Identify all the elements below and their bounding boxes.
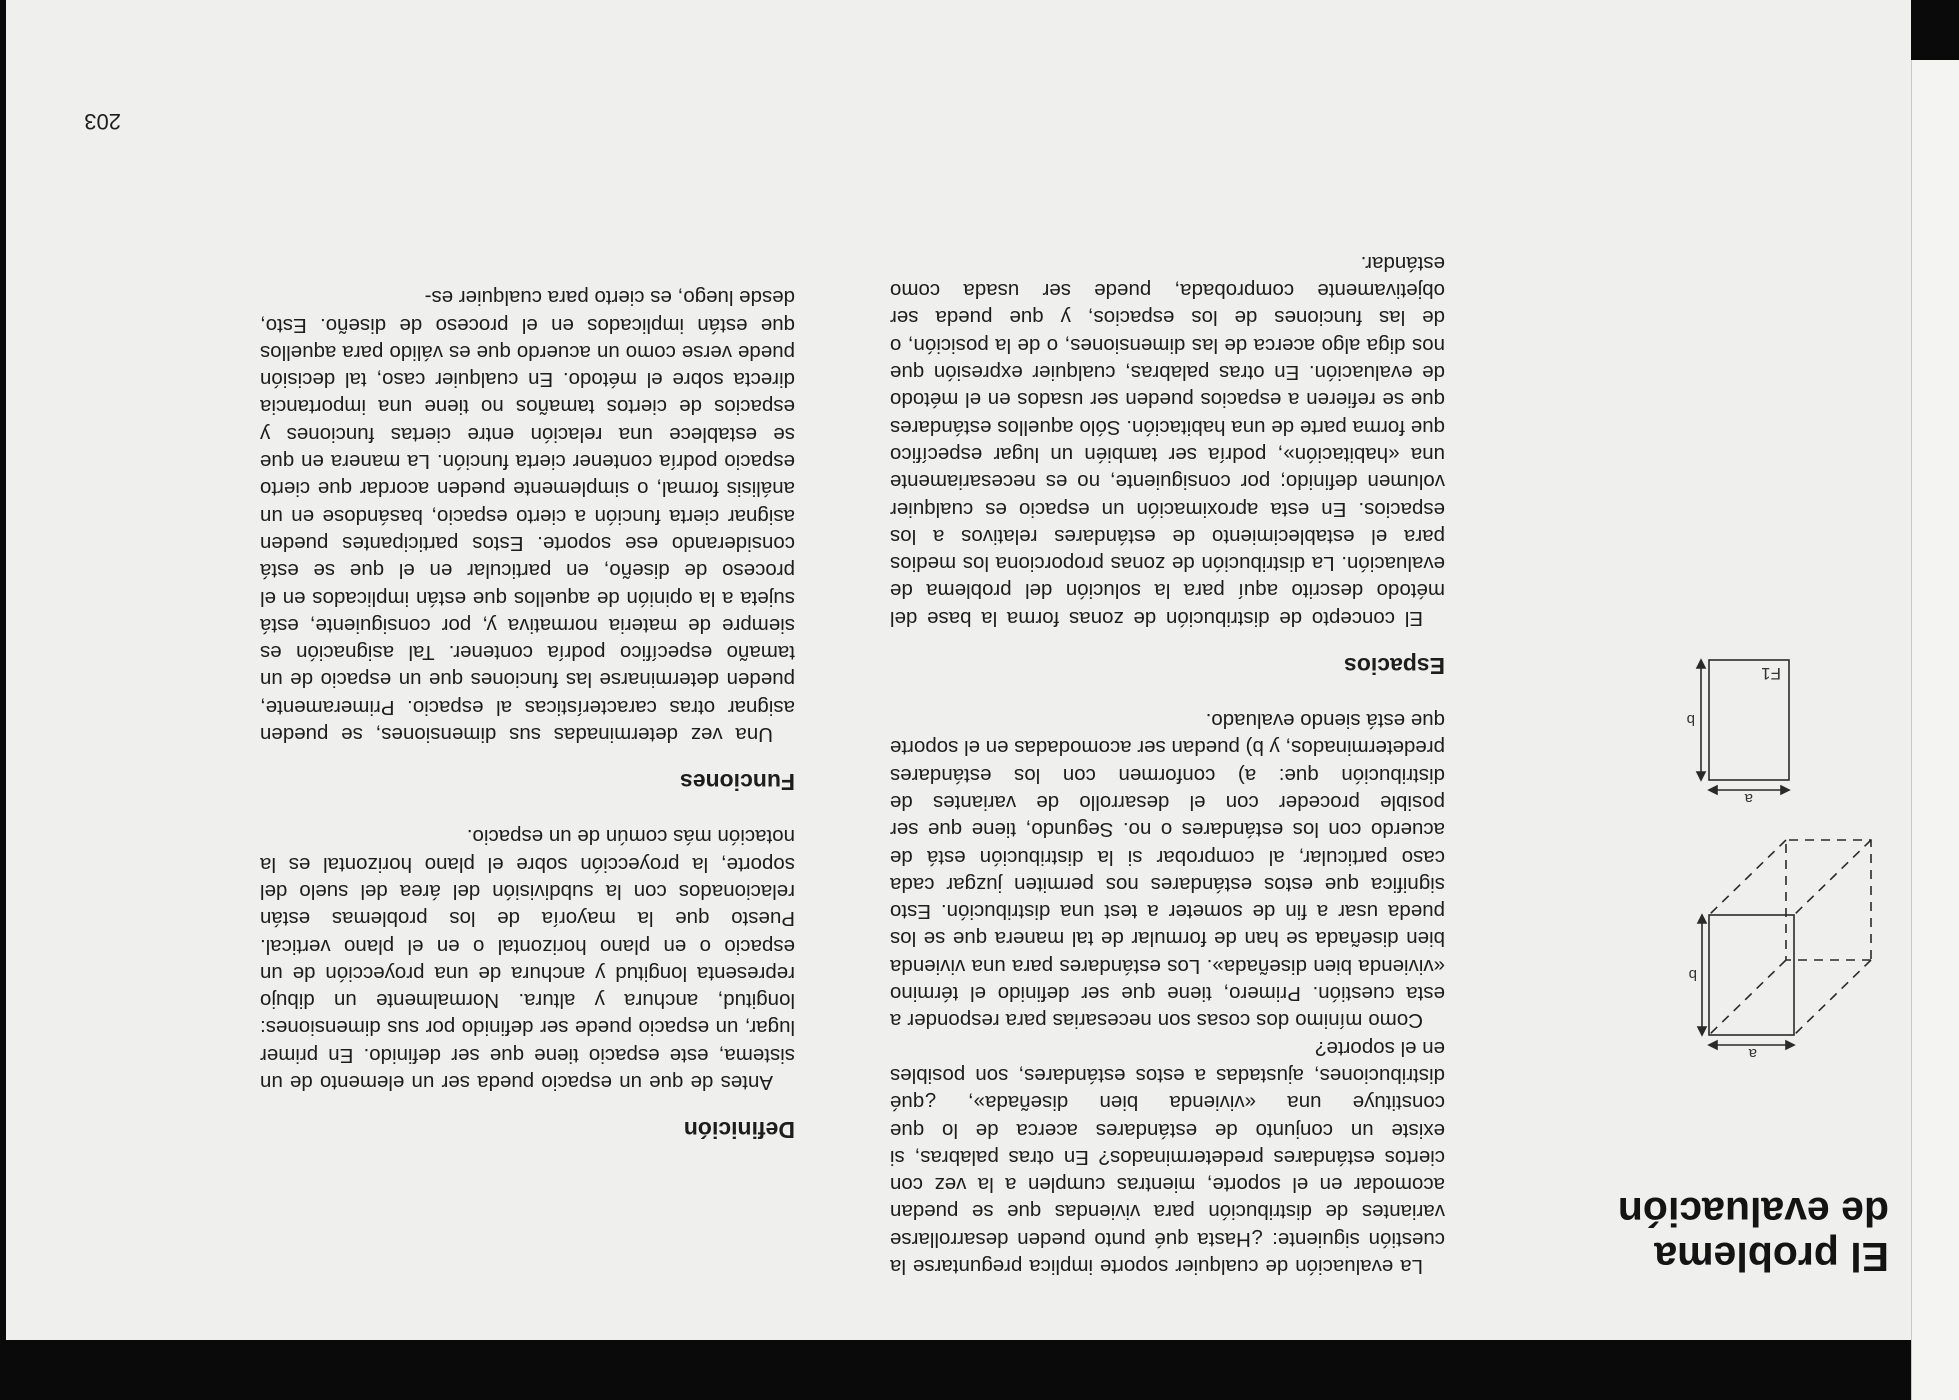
adjacent-page-edge <box>1911 60 1959 1400</box>
box-front-face <box>1709 915 1794 1035</box>
section-heading-funciones: Funciones <box>679 769 795 796</box>
rect-label-a: a <box>1744 790 1753 807</box>
book-page-rotated <box>6 0 1911 1340</box>
page-number: 203 <box>84 109 121 134</box>
figure-group <box>1524 600 1889 1160</box>
chapter-title-line-1: El problema <box>1654 1234 1889 1280</box>
paragraph: Una vez determinadas sus dimensiones, se pueden asignar otras características al espacio. Primeramente, pueden determinarse las funciones que un espacio de un tamaño específico podría contener. Tal asignación es siempre de materia normativa y, por consiguiente, está sujeta a la opinión de aquellos que están implicados en el proceso de diseño, en particular en el que se está considerando ese soporte. Estos participantes pueden asignar cierta función a cierto espacio, basándose en un análisis formal, o simplemente pueden acordar que cierto espacio podría contener cierta función. La manera en que se establece una relación entre ciertas funciones y espacios de ciertos tamaños no tiene una importancia directa sobre el método. En cualquier caso, tal decisión puede verse como un acuerdo que es válido para aquellos que están implicados en el proceso de diseño. Esto, desde luego, es cierto para cualquier es- <box>260 286 795 747</box>
rect-label-b: b <box>1686 711 1695 728</box>
right-column <box>260 284 795 1280</box>
column-top-spacer <box>260 1143 795 1280</box>
box-back-face <box>1786 840 1871 960</box>
chapter-title-line-2: de evaluación <box>1617 1189 1889 1235</box>
middle-column <box>890 250 1445 1280</box>
margin-column <box>1524 600 1889 1280</box>
title-spacer <box>1524 1160 1889 1280</box>
section-heading-espacios: Espacios <box>1344 652 1445 679</box>
section-heading-definicion: Definición <box>683 1117 795 1143</box>
box-label-a: a <box>1748 1045 1757 1062</box>
paragraph: Como mínimo dos cosas son necesarias para responder a esta cuestión. Primero, tiene que ser definido el término «vivienda bien diseñada». Los estándares para una vivienda bien diseñada se han de formular de tal manera que se los pueda usar a fin de someter a test una distribución. Esto significa que estos estándares nos permiten juzgar cada caso particular, al comprobar si la distribución está de acuerdo con los estándares o no. Segundo, tiene que ser posible proceder con el desarrollo de variantes de distribución que: a) conformen con los estándares predeterminados, y b) puedan ser acomodadas en el soporte que está siendo evaluado. <box>890 709 1445 1033</box>
paragraph: Antes de que un espacio pueda ser un elemento de un sistema, este espacio tiene que ser definido. En primer lugar, un espacio puede ser definido por sus dimensiones: longitud, anchura y altura. Normalmente un dibujo representa longitud y anchura de una proyección de un espacio o en plano horizontal o en el plano vertical. Puesto que la mayoría de los problemas están relacionados con la subdivisión del área del suelo del soporte, la proyección sobre el plano horizontal es la notación más común de un espacio. <box>260 825 795 1094</box>
rect-label-f1: F1 <box>1761 664 1781 683</box>
box-label-b: b <box>1688 966 1697 983</box>
paragraph: La evaluación de cualquier soporte implica preguntarse la cuestión siguiente: ¿Hasta qué punto pueden desarrollarse variantes de distribución para viviendas que se puedan acomodar en el soporte, mientras cumplen a la vez con ciertos estándares predeterminados? En otras palabras, si existe un conjunto de estándares acerca de lo que constituye una «vivienda bien diseñada», ¿qué distribuciones, ajustadas a estos estándares, son posibles en el soporte? <box>890 1036 1445 1278</box>
box-diagram <box>1698 840 1871 1049</box>
paragraph: El concepto de distribución de zonas forma la base del método descrito aquí para la solución del problema de evaluación. La distribución de zonas proporciona los medios para el establecimiento de estándares relativos a los espacios. En esta aproximación un espacio es cualquier volumen definido; por consiguiente, no es necesariamente una «habitación», podría ser también un lugar específico que forma parte de una habitación. Sólo aquellos estándares que se refieren a espacios pueden ser usados en el método de evaluación. En otras palabras, cualquier expresión que nos diga algo acerca de las dimensiones, o de la posición, o de las funciones de los espacios, y que pueda ser objetivamente comprobada, puede ser usada como estándar. <box>890 251 1445 630</box>
